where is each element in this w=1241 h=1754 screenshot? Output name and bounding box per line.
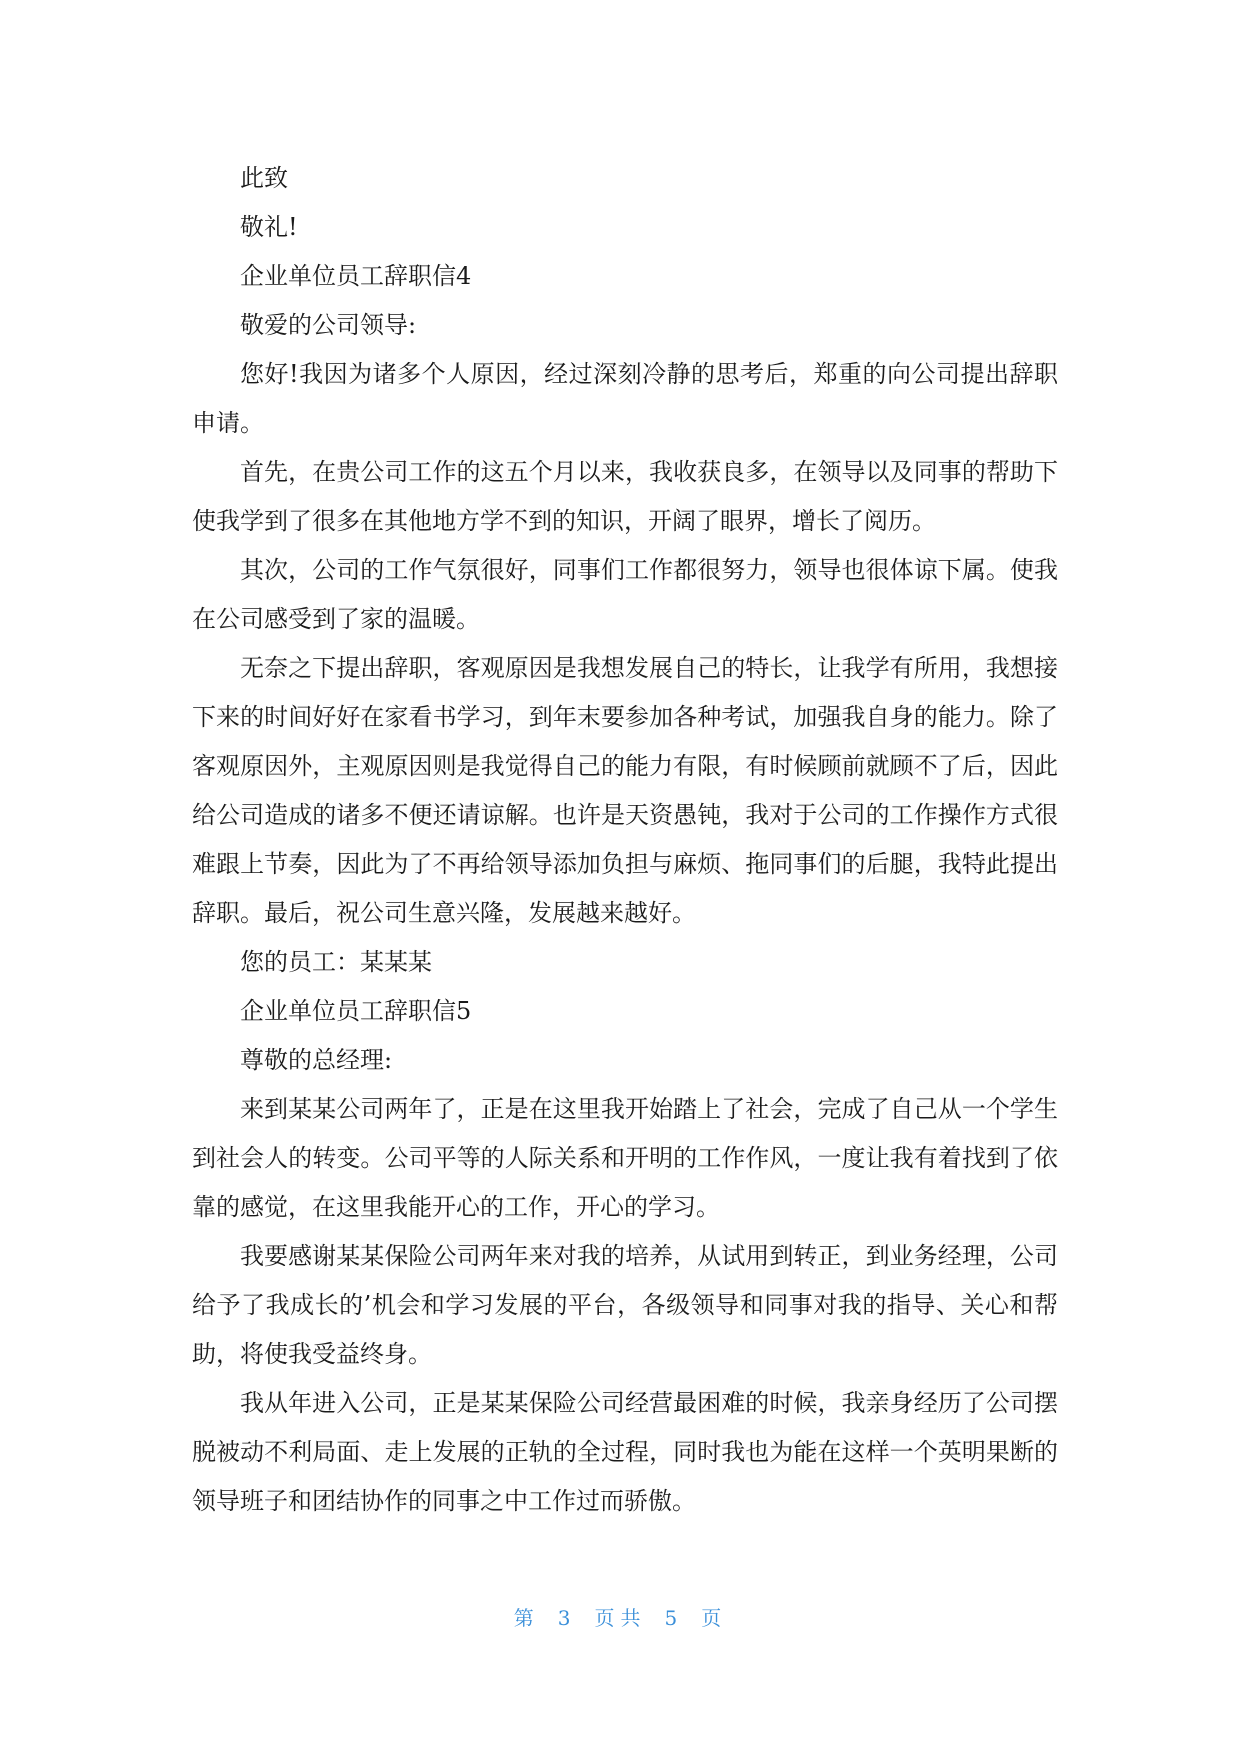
footer-middle: 页共 [594, 1606, 647, 1630]
paragraph-4-4: 无奈之下提出辞职，客观原因是我想发展自己的特长，让我学有所用，我想接下来的时间好好在家看书学习，到年末要参加各种考试，加强我自身的能力。除了客观原因外，主观原因则是我觉得自己的能力有限，有时候顾前就顾不了后，因此给公司造成的诸多不便还请谅解。也许是天资愚钝，我对于公司的工作操作方式很难跟上节奏，因此为了不再给领导添加负担与麻烦、拖同事们的后腿，我特此提出辞职。最后，祝公司生意兴隆，发展越来越好。 [192, 654, 1058, 927]
page-footer [0, 1603, 1241, 1633]
closing-line-1: 此致 [240, 164, 288, 192]
footer-current-page: 3 [557, 1606, 577, 1630]
paragraph-4-2: 首先，在贵公司工作的这五个月以来，我收获良多，在领导以及同事的帮助下使我学到了很多在其他地方学不到的知识，开阔了眼界，增长了阅历。 [192, 458, 1058, 535]
paragraph-4-1: 您好!我因为诸多个人原因，经过深刻冷静的思考后，郑重的向公司提出辞职申请。 [192, 360, 1058, 437]
letter-body [192, 154, 1058, 1526]
letter-title-4: 企业单位员工辞职信4 [240, 262, 472, 290]
paragraph-4-3: 其次，公司的工作气氛很好，同事们工作都很努力，领导也很体谅下属。使我在公司感受到了家的温暖。 [192, 556, 1058, 633]
signature-line: 您的员工：某某某 [240, 948, 432, 976]
closing-line-2: 敬礼! [240, 213, 298, 241]
footer-suffix: 页 [701, 1606, 728, 1630]
footer-total-pages: 5 [664, 1606, 684, 1630]
paragraph-5-2: 我要感谢某某保险公司两年来对我的培养，从试用到转正，到业务经理，公司给予了我成长的’机会和学习发展的平台，各级领导和同事对我的指导、关心和帮助，将使我受益终身。 [192, 1242, 1058, 1368]
salutation-4: 敬爱的公司领导: [240, 311, 417, 339]
paragraph-5-1: 来到某某公司两年了，正是在这里我开始踏上了社会，完成了自己从一个学生到社会人的转变。公司平等的人际关系和开明的工作作风，一度让我有着找到了依靠的感觉，在这里我能开心的工作，开心的学习。 [192, 1095, 1058, 1221]
salutation-5: 尊敬的总经理: [240, 1046, 393, 1074]
footer-prefix: 第 [513, 1606, 540, 1630]
paragraph-5-3: 我从年进入公司，正是某某保险公司经营最困难的时候，我亲身经历了公司摆脱被动不利局面、走上发展的正轨的全过程，同时我也为能在这样一个英明果断的领导班子和团结协作的同事之中工作过而骄傲。 [192, 1389, 1058, 1515]
letter-title-5: 企业单位员工辞职信5 [240, 997, 472, 1025]
